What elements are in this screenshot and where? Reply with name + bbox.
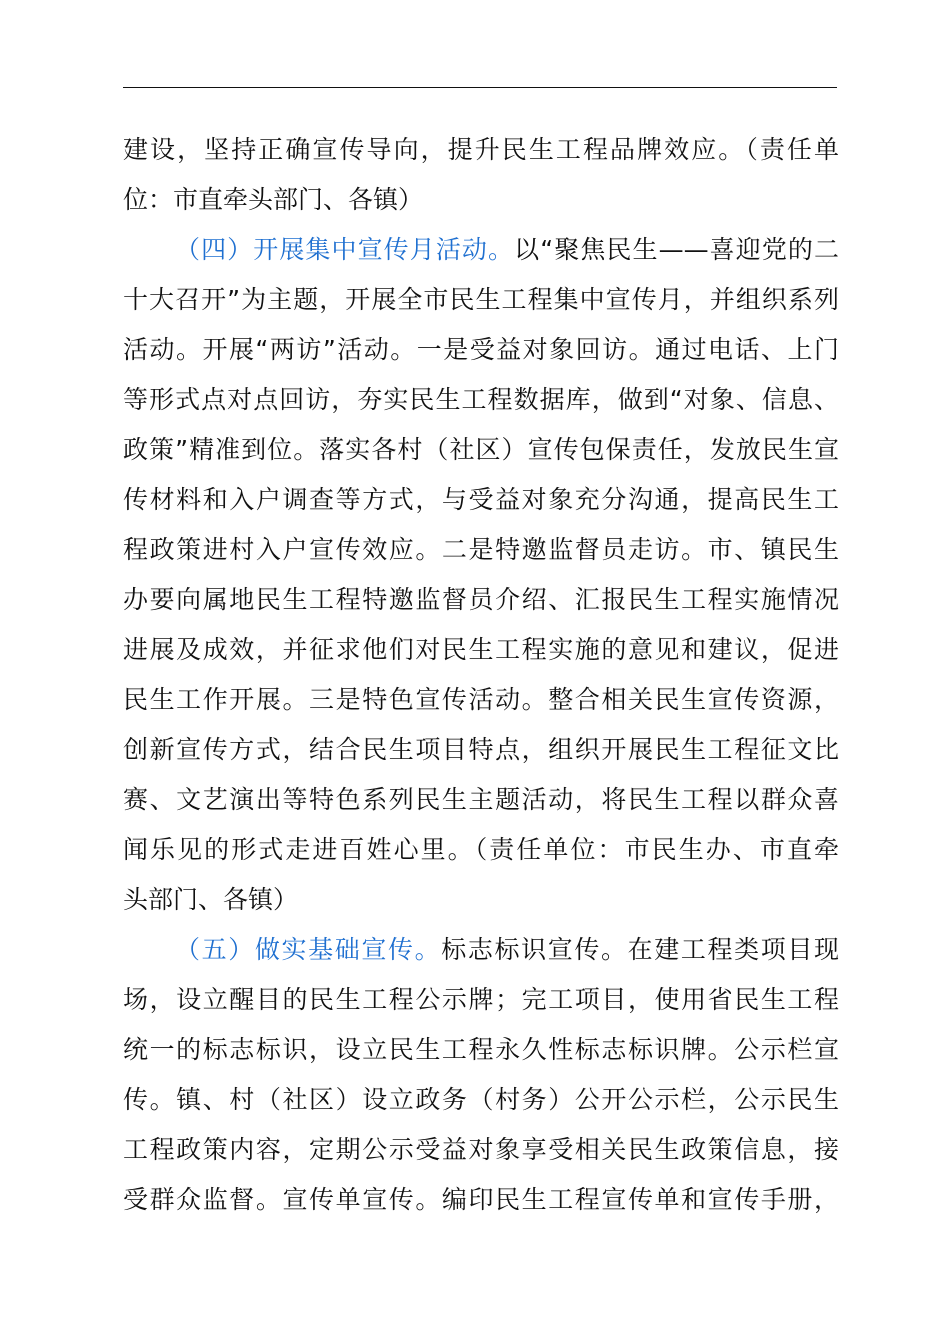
- text-line: 传。镇、村（社区）设立政务（村务）公开公示栏，公示民生: [123, 1085, 839, 1114]
- paragraph-section-five: [123, 925, 839, 1225]
- paragraph-section-four: [123, 225, 839, 925]
- section-five-first-line: [123, 925, 839, 975]
- text-line: 建设，坚持正确宣传导向，提升民生工程品牌效应。（责任单: [123, 135, 839, 164]
- text-line: 民生工作开展。三是特色宣传活动。整合相关民生宣传资源，: [123, 685, 839, 714]
- text-line: 创新宣传方式，结合民生项目特点，组织开展民生工程征文比: [123, 735, 839, 764]
- text-line: 政策”精准到位。落实各村（社区）宣传包保责任，发放民生宣: [123, 435, 839, 464]
- text-line: 工程政策内容，定期公示受益对象享受相关民生政策信息，接: [123, 1135, 839, 1164]
- text-line: 位：市直牵头部门、各镇）: [123, 185, 424, 214]
- document-body: [123, 125, 839, 1225]
- text-line: 传材料和入户调查等方式，与受益对象充分沟通，提高民生工: [123, 485, 839, 514]
- section-five-lead-text: 标志标识宣传。在建工程类项目现: [441, 935, 839, 964]
- section-four-lead-text: 以“聚焦民生——喜迎党的二: [514, 235, 839, 264]
- paragraph-carryover: [123, 125, 839, 225]
- text-line: 等形式点对点回访，夯实民生工程数据库，做到“对象、信息、: [123, 385, 839, 414]
- text-line: 头部门、各镇）: [123, 885, 299, 914]
- text-line: 统一的标志标识，设立民生工程永久性标志标识牌。公示栏宣: [123, 1035, 839, 1064]
- text-line: 程政策进村入户宣传效应。二是特邀监督员走访。市、镇民生: [123, 535, 839, 564]
- text-line: 受群众监督。宣传单宣传。编印民生工程宣传单和宣传手册，: [123, 1185, 839, 1214]
- text-line: 赛、文艺演出等特色系列民生主题活动，将民生工程以群众喜: [123, 785, 839, 814]
- section-five-heading: （五）做实基础宣传。: [175, 935, 442, 964]
- section-four-first-line: [123, 225, 839, 275]
- text-line: 闻乐见的形式走进百姓心里。（责任单位：市民生办、市直牵: [123, 835, 839, 864]
- section-four-heading: （四）开展集中宣传月活动。: [175, 235, 515, 264]
- header-rule: [123, 87, 837, 88]
- text-line: 十大召开”为主题，开展全市民生工程集中宣传月，并组织系列: [123, 285, 839, 314]
- text-line: 办要向属地民生工程特邀监督员介绍、汇报民生工程实施情况: [123, 585, 839, 614]
- text-line: 进展及成效，并征求他们对民生工程实施的意见和建议，促进: [123, 635, 839, 664]
- text-line: 活动。开展“两访”活动。一是受益对象回访。通过电话、上门: [123, 335, 839, 364]
- text-line: 场，设立醒目的民生工程公示牌；完工项目，使用省民生工程: [123, 985, 839, 1014]
